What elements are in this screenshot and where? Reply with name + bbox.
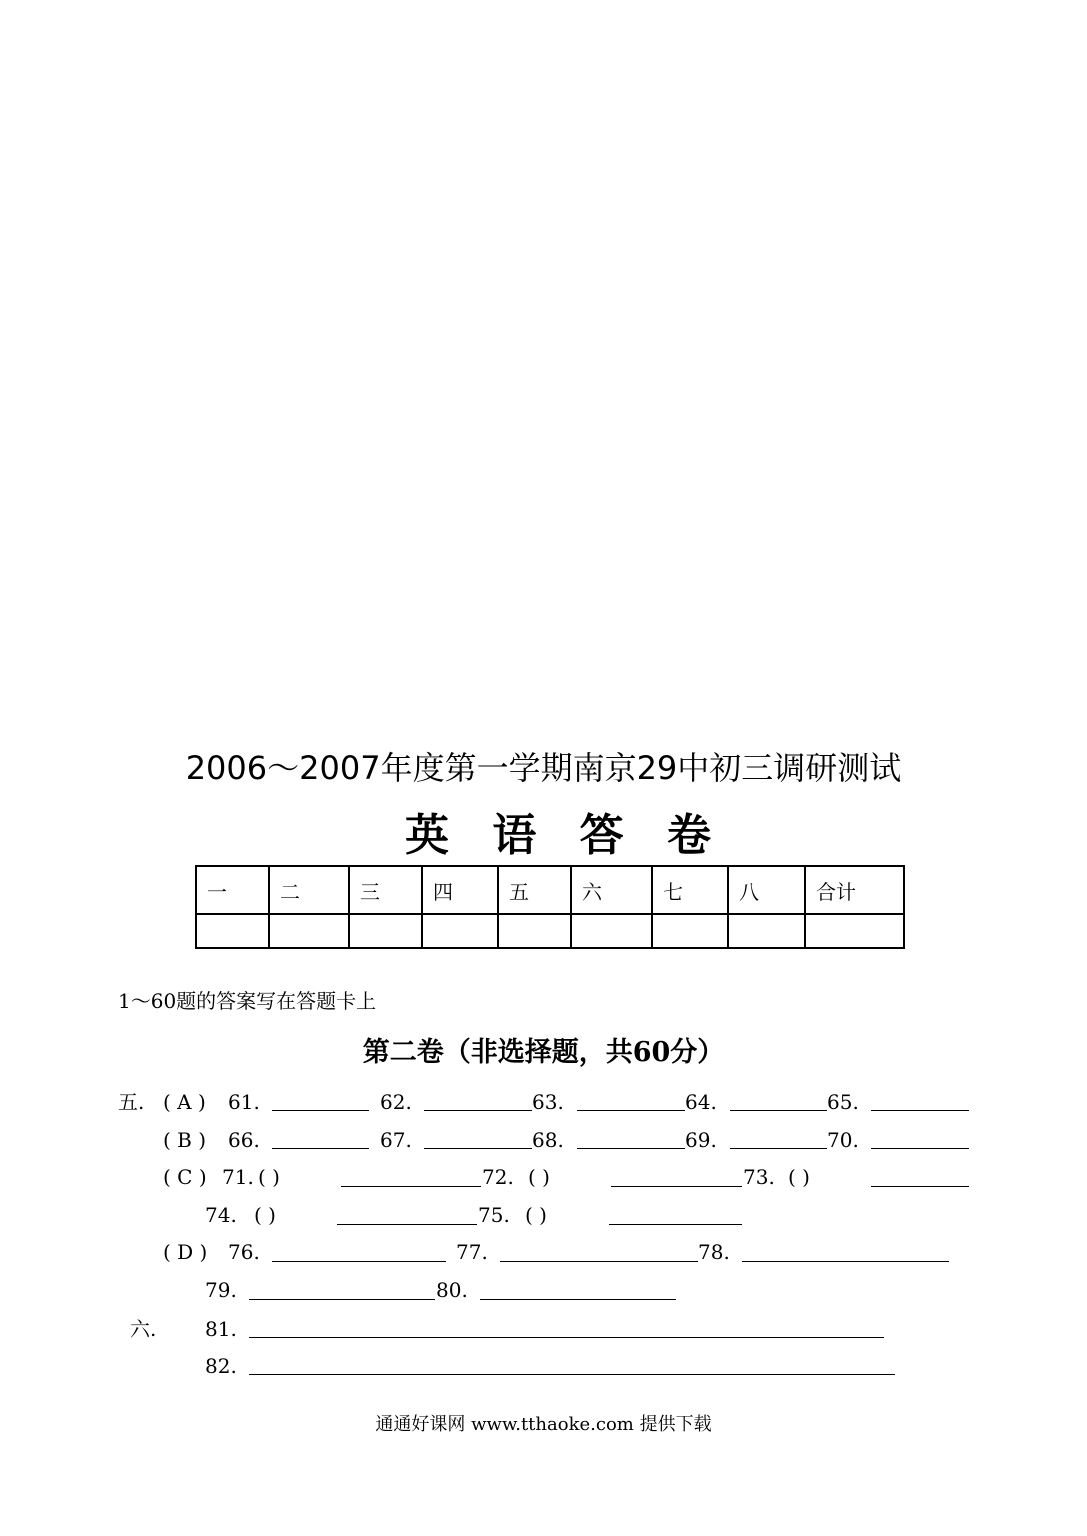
answer-line[interactable] — [742, 1261, 949, 1262]
score-cell[interactable] — [349, 914, 422, 948]
question-number: 62. — [380, 1090, 412, 1114]
choice-parentheses[interactable]: ( ) — [528, 1165, 550, 1189]
question-number: 82. — [205, 1354, 237, 1378]
choice-parentheses[interactable]: ( ) — [788, 1165, 810, 1189]
part6-label: 六. — [130, 1317, 157, 1341]
part5-a-label: ( A ) — [163, 1090, 206, 1114]
question-number: 70. — [827, 1128, 859, 1152]
choice-parentheses[interactable]: ( ) — [258, 1165, 280, 1189]
answer-line[interactable] — [609, 1224, 742, 1225]
score-header-cell: 八 — [728, 866, 805, 914]
answer-line[interactable] — [341, 1186, 481, 1187]
part5-d-label: ( D ) — [163, 1240, 208, 1264]
answer-line[interactable] — [424, 1110, 532, 1111]
part5-b-label: ( B ) — [163, 1128, 207, 1152]
score-header-cell: 一 — [196, 866, 269, 914]
answer-line[interactable] — [730, 1148, 827, 1149]
answer-line[interactable] — [871, 1186, 969, 1187]
question-number: 73. — [743, 1165, 775, 1189]
answer-line[interactable] — [272, 1148, 369, 1149]
answer-line[interactable] — [577, 1110, 685, 1111]
answer-line[interactable] — [730, 1110, 827, 1111]
answer-line[interactable] — [424, 1148, 532, 1149]
choice-parentheses[interactable]: ( ) — [254, 1203, 276, 1227]
question-number: 61. — [228, 1090, 260, 1114]
score-table-header-row — [196, 866, 904, 914]
question-number: 77. — [456, 1240, 488, 1264]
question-number: 64. — [685, 1090, 717, 1114]
score-table — [195, 865, 905, 949]
score-cell[interactable] — [422, 914, 498, 948]
answer-line[interactable] — [337, 1224, 477, 1225]
score-header-cell: 三 — [349, 866, 422, 914]
question-number: 81. — [205, 1317, 237, 1341]
page-subtitle: 英 语 答 卷 — [405, 810, 725, 861]
footer-text: 通通好课网 www.tthaoke.com 提供下载 — [375, 1414, 712, 1435]
question-number: 66. — [228, 1128, 260, 1152]
answer-line[interactable] — [500, 1261, 698, 1262]
question-number: 75. — [478, 1203, 510, 1227]
section-title: 第二卷（非选择题，共60分） — [362, 1037, 725, 1068]
score-header-cell: 四 — [422, 866, 498, 914]
score-cell[interactable] — [728, 914, 805, 948]
choice-parentheses[interactable]: ( ) — [525, 1203, 547, 1227]
question-number: 65. — [827, 1090, 859, 1114]
answer-line[interactable] — [611, 1186, 742, 1187]
question-number: 69. — [685, 1128, 717, 1152]
score-header-cell: 合计 — [805, 866, 904, 914]
answer-line[interactable] — [249, 1374, 895, 1375]
score-header-cell: 七 — [652, 866, 728, 914]
question-number: 68. — [532, 1128, 564, 1152]
score-header-cell: 六 — [571, 866, 652, 914]
answer-line[interactable] — [871, 1110, 969, 1111]
answer-line[interactable] — [249, 1337, 884, 1338]
score-cell[interactable] — [498, 914, 571, 948]
answer-line[interactable] — [871, 1148, 969, 1149]
score-cell[interactable] — [571, 914, 652, 948]
answer-line[interactable] — [249, 1299, 435, 1300]
score-cell[interactable] — [196, 914, 269, 948]
question-number: 72. — [482, 1165, 514, 1189]
score-table-blank-row — [196, 914, 904, 948]
page-title: 2006～2007年度第一学期南京29中初三调研测试 — [185, 749, 902, 787]
question-number: 76. — [228, 1240, 260, 1264]
score-cell[interactable] — [269, 914, 349, 948]
question-number: 67. — [380, 1128, 412, 1152]
part5-label: 五. — [118, 1090, 145, 1114]
answer-line[interactable] — [272, 1110, 369, 1111]
answer-line[interactable] — [480, 1299, 676, 1300]
score-cell[interactable] — [652, 914, 728, 948]
question-number: 74. — [205, 1203, 237, 1227]
question-number: 63. — [532, 1090, 564, 1114]
answer-line[interactable] — [272, 1261, 446, 1262]
score-cell[interactable] — [805, 914, 904, 948]
instruction-note: 1～60题的答案写在答题卡上 — [118, 989, 377, 1013]
question-number: 79. — [205, 1278, 237, 1302]
question-number: 71. — [222, 1165, 254, 1189]
question-number: 78. — [698, 1240, 730, 1264]
score-header-cell: 二 — [269, 866, 349, 914]
answer-line[interactable] — [577, 1148, 685, 1149]
part5-c-label: ( C ) — [163, 1165, 207, 1189]
question-number: 80. — [436, 1278, 468, 1302]
score-header-cell: 五 — [498, 866, 571, 914]
